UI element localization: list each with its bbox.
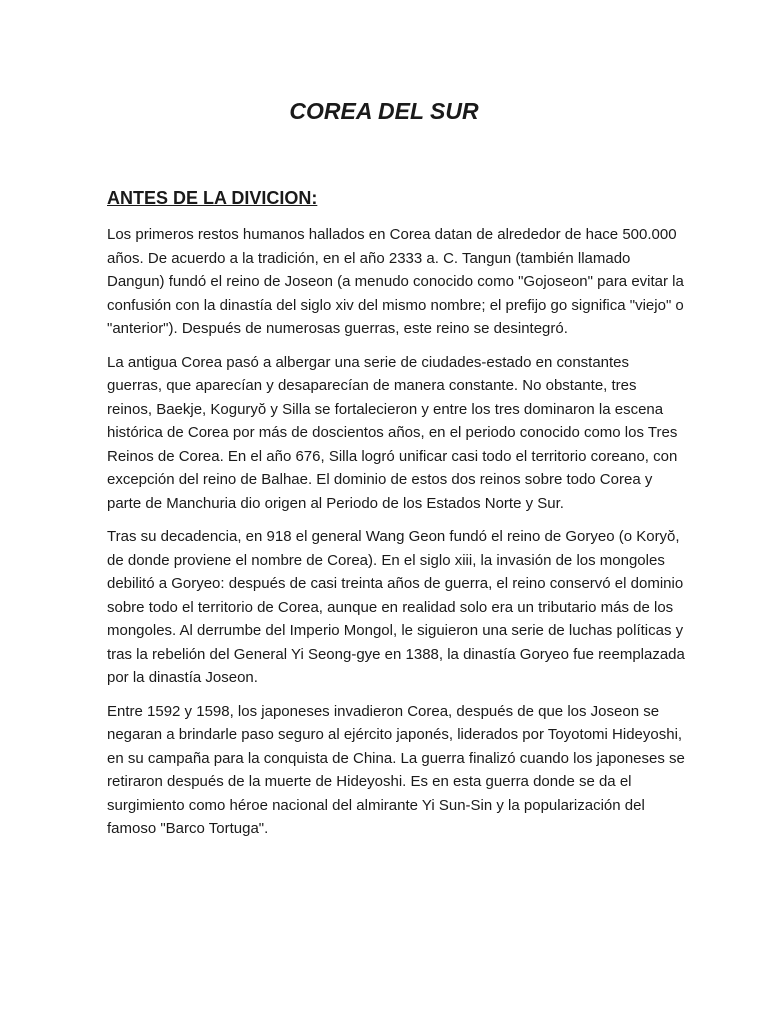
page-title: COREA DEL SUR xyxy=(289,98,479,124)
paragraph-1: Los primeros restos humanos hallados en Corea datan de alrededor de hace 500.000 años. De acuerdo a la tradición, en el año 2333 a. C. Tangun (también llamado Dangun) fundó el reino de Joseon (a menudo conocido como "Gojoseon" para evitar la confusión con la dinastía del siglo xiv del mismo nombre; el prefijo go significa "viejo" o "anterior"). Después de numerosas guerras, este reino se desintegró. xyxy=(107,226,684,337)
document-body xyxy=(107,186,685,851)
paragraph-3: Tras su decadencia, en 918 el general Wang Geon fundó el reino de Goryeo (o Koryŏ, de donde proviene el nombre de Corea). En el siglo xiii, la invasión de los mongoles debilitó a Goryeo: después de casi treinta años de guerra, el reino conservó el dominio sobre todo el territorio de Corea, aunque en realidad solo era un tributario más de los mongoles. Al derrumbe del Imperio Mongol, le siguieron una serie de luchas políticas y tras la rebelión del General Yi Seong-gye en 1388, la dinastía Goryeo fue reemplazada por la dinastía Joseon. xyxy=(107,528,685,686)
paragraph-2: La antigua Corea pasó a albergar una serie de ciudades-estado en constantes guerras, que aparecían y desaparecían de manera constante. No obstante, tres reinos, Baekje, Koguryŏ y Silla se fortalecieron y entre los tres dominaron la escena histórica de Corea por más de doscientos años, en el periodo conocido como los Tres Reinos de Corea. En el año 676, Silla logró unificar casi todo el territorio coreano, con excepción del reino de Balhae. El dominio de estos dos reinos sobre todo Corea y parte de Manchuria dio origen al Periodo de los Estados Norte y Sur. xyxy=(107,353,678,512)
section-heading: ANTES DE LA DIVICION: xyxy=(107,188,318,208)
paragraph-4: Entre 1592 y 1598, los japoneses invadieron Corea, después de que los Joseon se negaran a brindarle paso seguro al ejército japonés, liderados por Toyotomi Hideyoshi, en su campaña para la conquista de China. La guerra finalizó cuando los japoneses se retiraron después de la muerte de Hideyoshi. Es en esta guerra donde se da el surgimiento como héroe nacional del almirante Yi Sun-Sin y la popularización del famoso "Barco Tortuga". xyxy=(107,702,685,837)
